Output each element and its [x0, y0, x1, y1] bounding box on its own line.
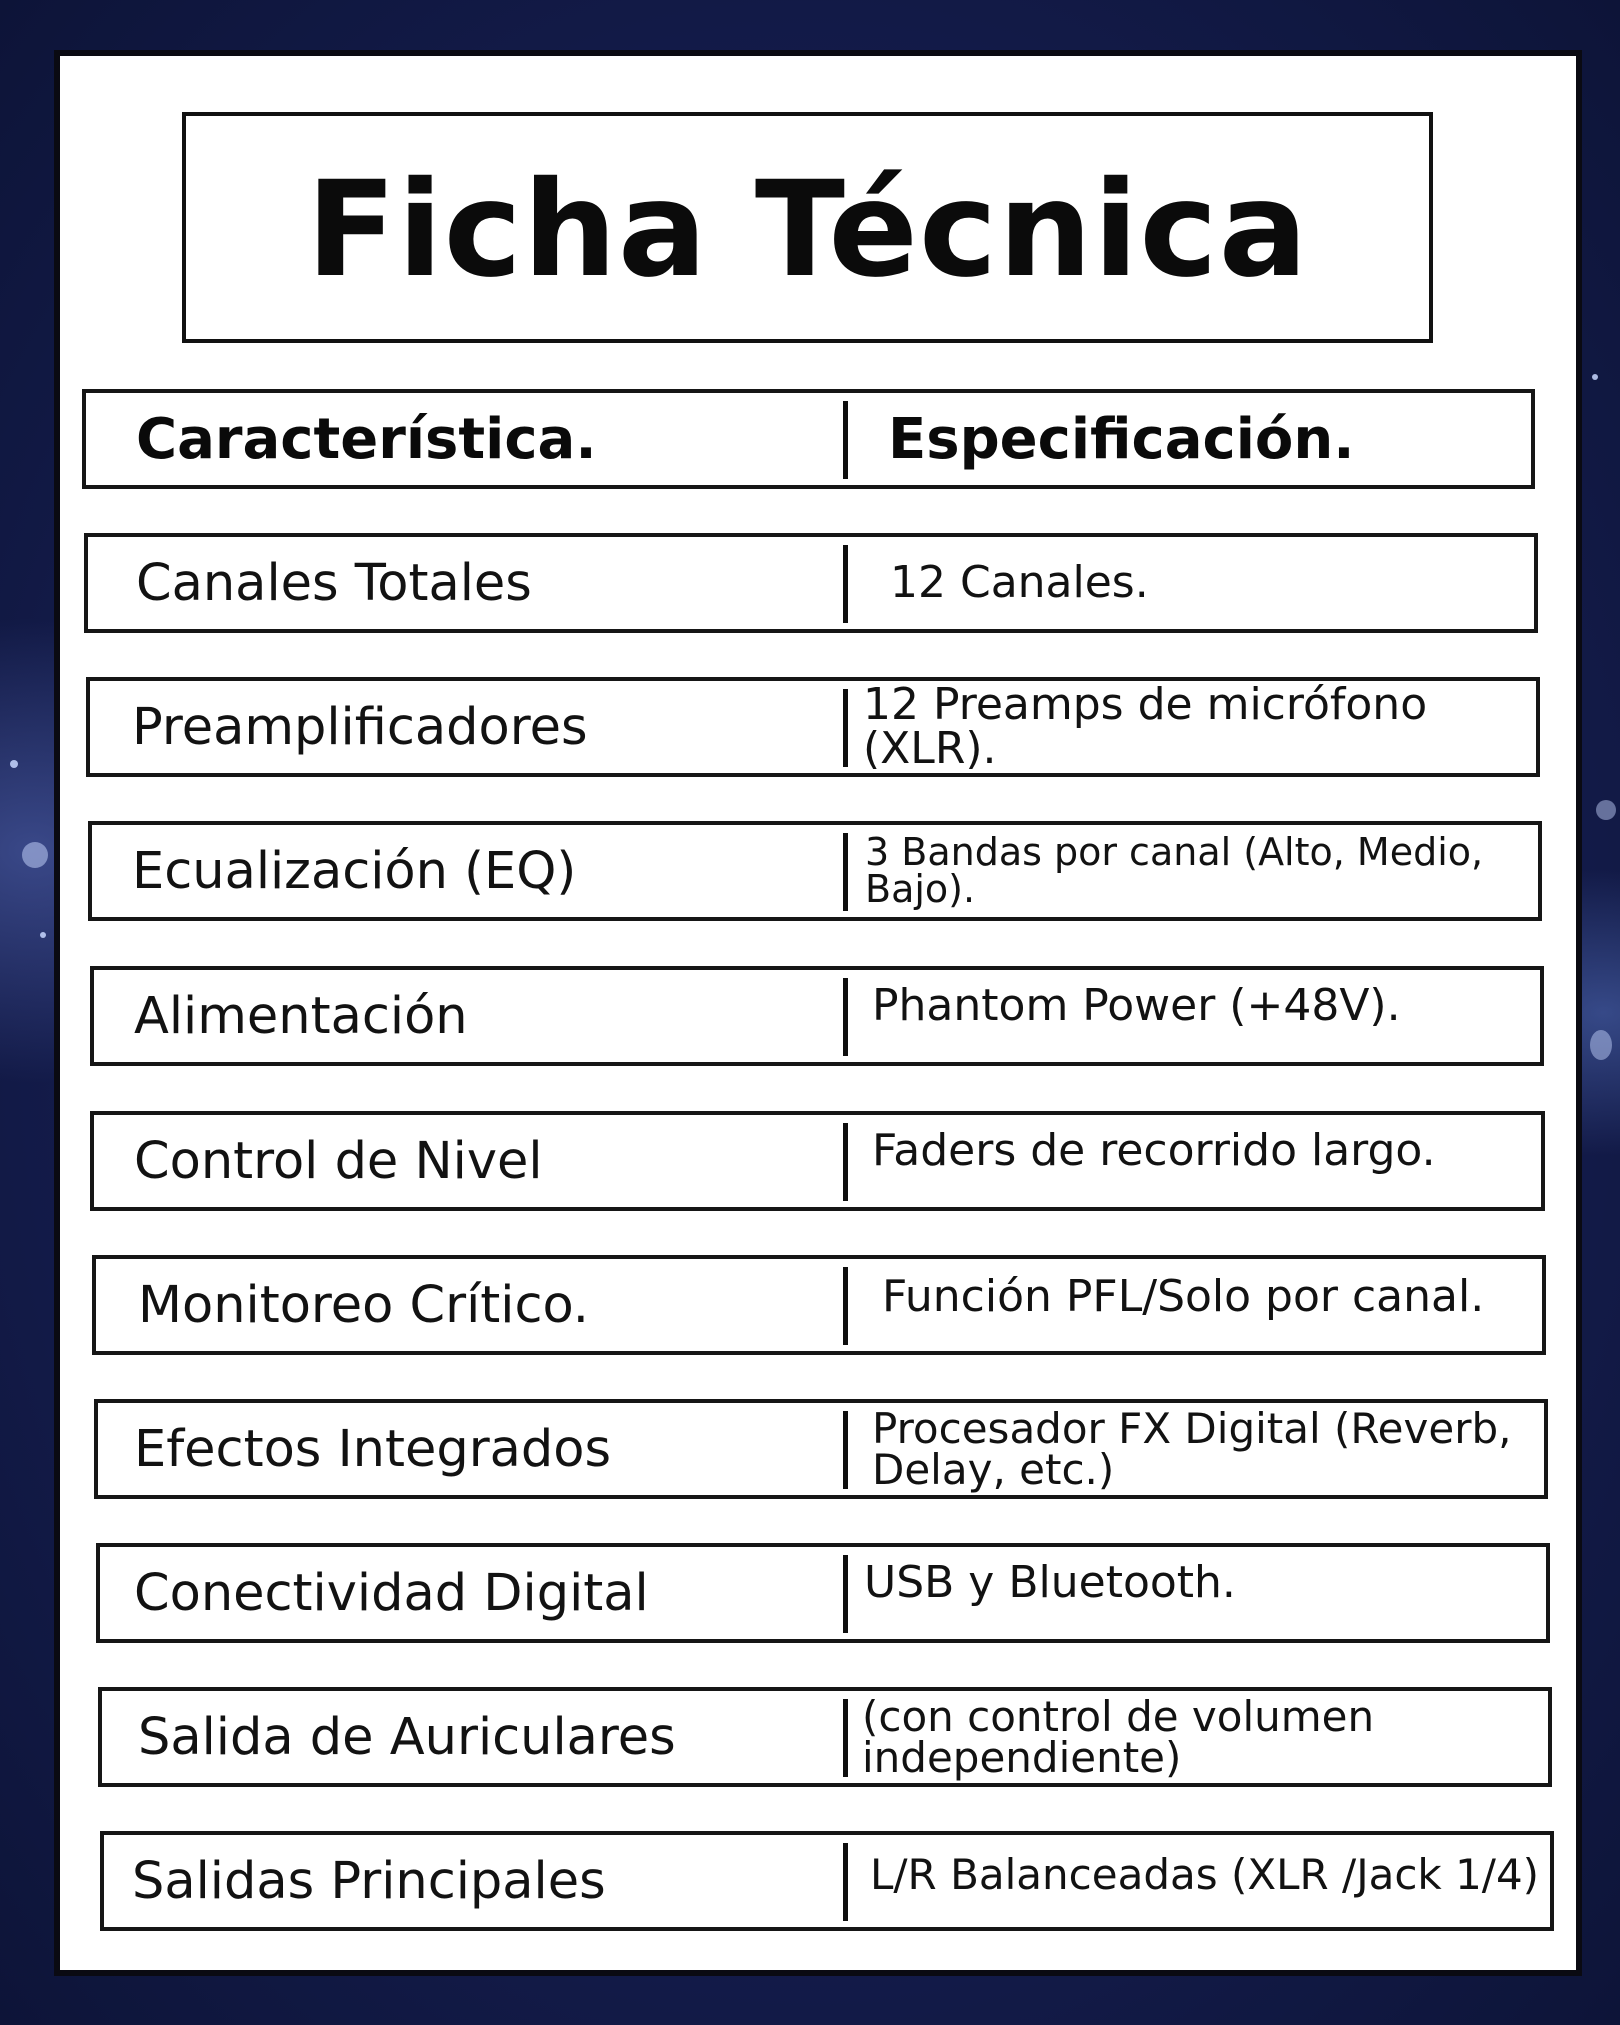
- spec-cell: Procesador FX Digital (Reverb, Delay, etc.): [872, 1403, 1512, 1494]
- feature-cell: Salida de Auriculares: [138, 1707, 676, 1767]
- table-row: [96, 1543, 1550, 1643]
- column-divider: [843, 1843, 848, 1921]
- spec-cell: Faders de recorrido largo.: [872, 1125, 1436, 1176]
- spec-cell: L/R Balanceadas (XLR /Jack 1/4): [870, 1850, 1540, 1899]
- background-sparkle: [22, 842, 48, 868]
- feature-cell: Monitoreo Crítico.: [138, 1275, 590, 1335]
- table-row: [100, 1831, 1554, 1931]
- column-divider: [843, 1123, 848, 1201]
- column-divider: [843, 1699, 848, 1777]
- feature-cell: Efectos Integrados: [134, 1419, 612, 1479]
- table-row: [86, 677, 1540, 777]
- header-spec: Especificación.: [888, 406, 1355, 472]
- title-box: [182, 112, 1433, 343]
- feature-cell: Canales Totales: [136, 553, 532, 613]
- spec-cell: Phantom Power (+48V).: [872, 980, 1401, 1031]
- table-header-row: [82, 389, 1535, 489]
- spec-sheet: [60, 56, 1576, 1970]
- feature-cell: Salidas Principales: [132, 1851, 606, 1911]
- spec-cell: USB y Bluetooth.: [864, 1557, 1236, 1608]
- table-row: [94, 1399, 1548, 1499]
- feature-cell: Conectividad Digital: [134, 1563, 649, 1623]
- feature-cell: Alimentación: [134, 986, 468, 1046]
- column-divider: [843, 689, 848, 767]
- spec-cell: 12 Canales.: [890, 557, 1149, 608]
- column-divider: [843, 1555, 848, 1633]
- background-sparkle: [10, 760, 18, 768]
- header-feature: Característica.: [136, 406, 597, 472]
- column-divider: [843, 401, 848, 479]
- page-title: Ficha Técnica: [306, 152, 1309, 307]
- table-row: [92, 1255, 1546, 1355]
- column-divider: [843, 978, 848, 1056]
- background-sparkle: [1590, 1030, 1612, 1060]
- background-sparkle: [40, 932, 46, 938]
- table-row: [84, 533, 1538, 633]
- feature-cell: Ecualización (EQ): [132, 841, 577, 901]
- table-row: [90, 1111, 1545, 1211]
- background-sparkle: [1592, 374, 1598, 380]
- column-divider: [843, 1267, 848, 1345]
- column-divider: [843, 545, 848, 623]
- feature-cell: Preamplificadores: [132, 697, 588, 757]
- table-row: [98, 1687, 1552, 1787]
- spec-cell: 3 Bandas por canal (Alto, Medio, Bajo).: [865, 829, 1484, 911]
- table-row: [90, 966, 1544, 1066]
- table-row: [88, 821, 1542, 921]
- background-sparkle: [1596, 800, 1616, 820]
- column-divider: [843, 1411, 848, 1489]
- spec-cell: (con control de volumen independiente): [862, 1691, 1375, 1782]
- column-divider: [843, 833, 848, 911]
- spec-cell: 12 Preamps de micrófono (XLR).: [863, 679, 1428, 774]
- spec-cell: Función PFL/Solo por canal.: [882, 1271, 1485, 1322]
- feature-cell: Control de Nivel: [134, 1131, 543, 1191]
